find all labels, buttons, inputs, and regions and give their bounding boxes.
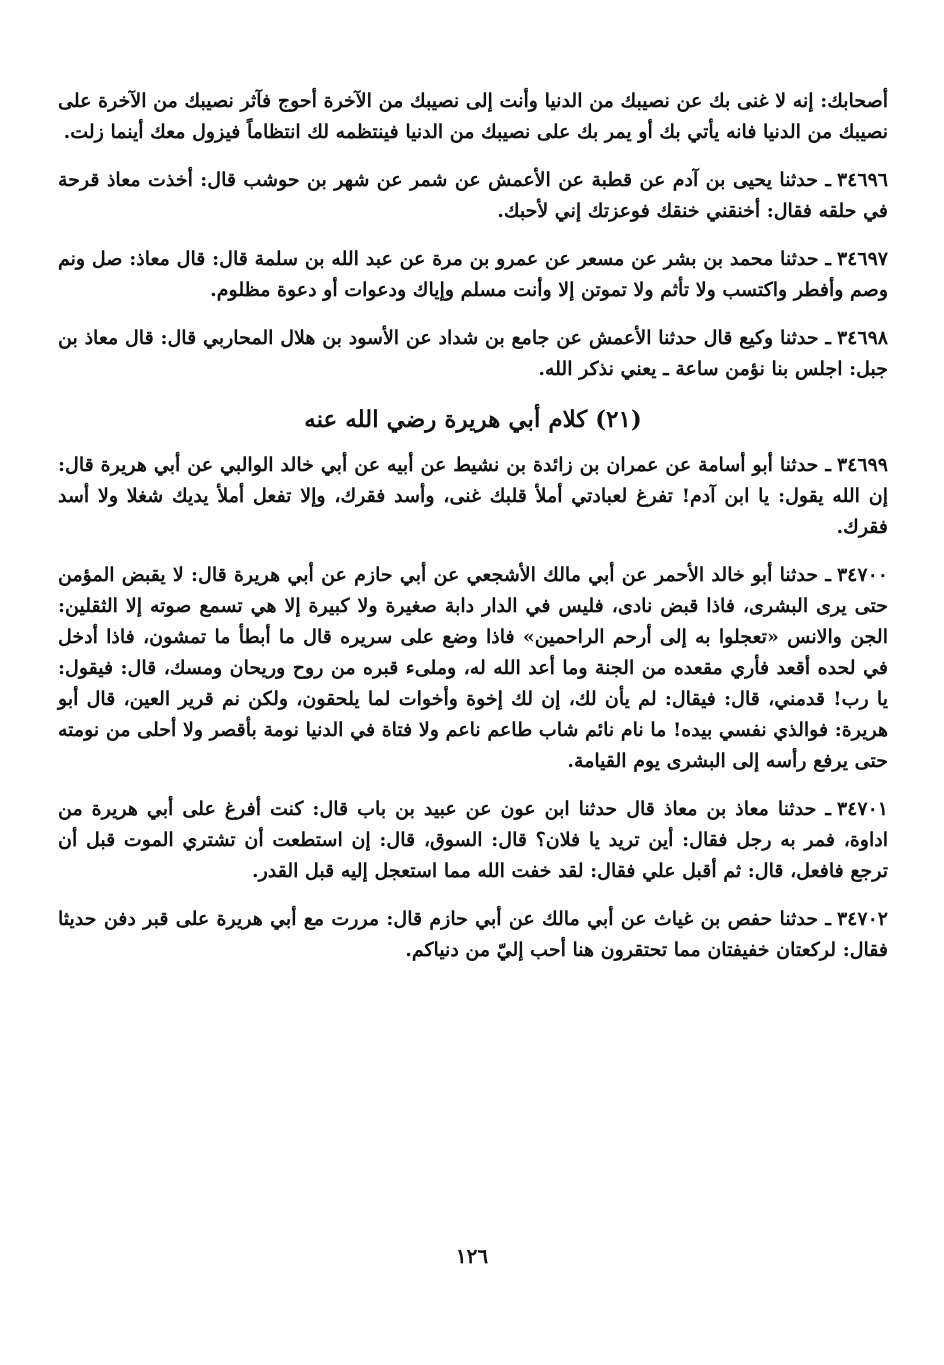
hadith-text: ـ حدثنا حفص بن غياث عن أبي مالك عن أبي حازم قال: مررت مع أبي هريرة على قبر دفن حديثا فقال: لركعتان خفيفتان مما تحتقرون هنا أحب إليّ من دنياكم. <box>58 908 888 961</box>
hadith-34702 <box>58 904 888 966</box>
page-body <box>58 86 888 983</box>
page-number: ١٢٦ <box>455 1244 489 1268</box>
hadith-number: ٣٤٧٠٢ <box>836 908 888 930</box>
paragraph-continuation <box>58 86 888 148</box>
hadith-34697 <box>58 244 888 306</box>
hadith-text: ـ حدثنا يحيى بن آدم عن قطبة عن الأعمش عن شمر عن شهر بن حوشب قال: أخذت معاذ قرحة في حلقه فقال: أخنقني خنقك فوعزتك إني لأحبك. <box>58 169 888 222</box>
hadith-number: ٣٤٧٠١ <box>836 798 888 820</box>
hadith-34696 <box>58 165 888 227</box>
paragraph-text: أصحابك: إنه لا غنى بك عن نصيبك من الدنيا وأنت إلى نصيبك من الآخرة أحوج فآثر نصيبك من الآخرة على نصيبك من الدنيا فانه يأتي بك أو يمر بك على نصيبك من الدنيا فينتظمه لك انتظاماً فيزول معك أينما زلت. <box>58 90 888 143</box>
hadith-34698 <box>58 323 888 385</box>
hadith-34699 <box>58 450 888 543</box>
hadith-text: ـ حدثنا وكيع قال حدثنا الأعمش عن جامع بن شداد عن الأسود بن هلال المحاربي قال: قال معاذ بن جبل: اجلس بنا نؤمن ساعة ـ يعني نذكر الله. <box>58 327 888 380</box>
hadith-number: ٣٤٧٠٠ <box>836 564 888 586</box>
section-heading: (٢١) كلام أبي هريرة رضي الله عنه <box>304 406 642 433</box>
hadith-text: ـ حدثنا معاذ بن معاذ قال حدثنا ابن عون عن عبيد بن باب قال: كنت أفرغ على أبي هريرة من اداوة، فمر به رجل فقال: أين تريد يا فلان؟ قال: السوق، قال: إن استطعت أن تشتري الموت قبل أن ترجع فافعل، قال: ثم أقبل علي فقال: لقد خفت الله مما استعجل إليه قبل القدر. <box>58 798 888 882</box>
hadith-text: ـ حدثنا أبو أسامة عن عمران بن زائدة بن نشيط عن أبيه عن أبي خالد الوالبي عن أبي هريرة قال: إن الله يقول: يا ابن آدم! تفرغ لعبادتي أملأ قلبك غنى، وأسد فقرك، وإلا تفعل أملأ يديك شغلا ولا أسد فقرك. <box>58 454 888 538</box>
hadith-number: ٣٤٦٩٦ <box>836 169 888 191</box>
hadith-number: ٣٤٦٩٨ <box>836 327 888 349</box>
hadith-34701 <box>58 794 888 887</box>
hadith-number: ٣٤٦٩٩ <box>836 454 888 476</box>
hadith-text: ـ حدثنا أبو خالد الأحمر عن أبي مالك الأشجعي عن أبي حازم عن أبي هريرة قال: لا يقبض المؤمن حتى يرى البشرى، فاذا قبض نادى، فليس في الدار دابة صغيرة ولا كبيرة إلا هي تسمع صوته إلا الثقلين: الجن والانس «تعجلوا به إلى أرحم الراحمين» فاذا وضع على سريره قال ما أبطأ ما تمشون، فاذا أدخل في لحده أقعد فأري مقعده من الجنة وما أعد الله له، وملىء قبره من روح وريحان ومسك، قال: فيقول: يا رب! قدمني، قال: فيقال: لم يأن لك، إن لك إخوة وأخوات لما يلحقون، ولكن نم قرير العين، قال أبو هريرة: فوالذي نفسي بيده! ما نام نائم شاب طاعم ناعم ولا فتاة في الدنيا نومة بأقصر ولا أحلى من نومته حتى يرفع رأسه إلى البشرى يوم القيامة. <box>58 564 888 772</box>
hadith-text: ـ حدثنا محمد بن بشر عن مسعر عن عمرو بن مرة عن عبد الله بن سلمة قال: قال معاذ: صل ونم وصم وأفطر واكتسب ولا تأثم ولا تموتن إلا وأنت مسلم وإياك ودعوات أو دعوة مظلوم. <box>58 248 888 301</box>
hadith-number: ٣٤٦٩٧ <box>836 248 888 270</box>
hadith-34700 <box>58 560 888 777</box>
